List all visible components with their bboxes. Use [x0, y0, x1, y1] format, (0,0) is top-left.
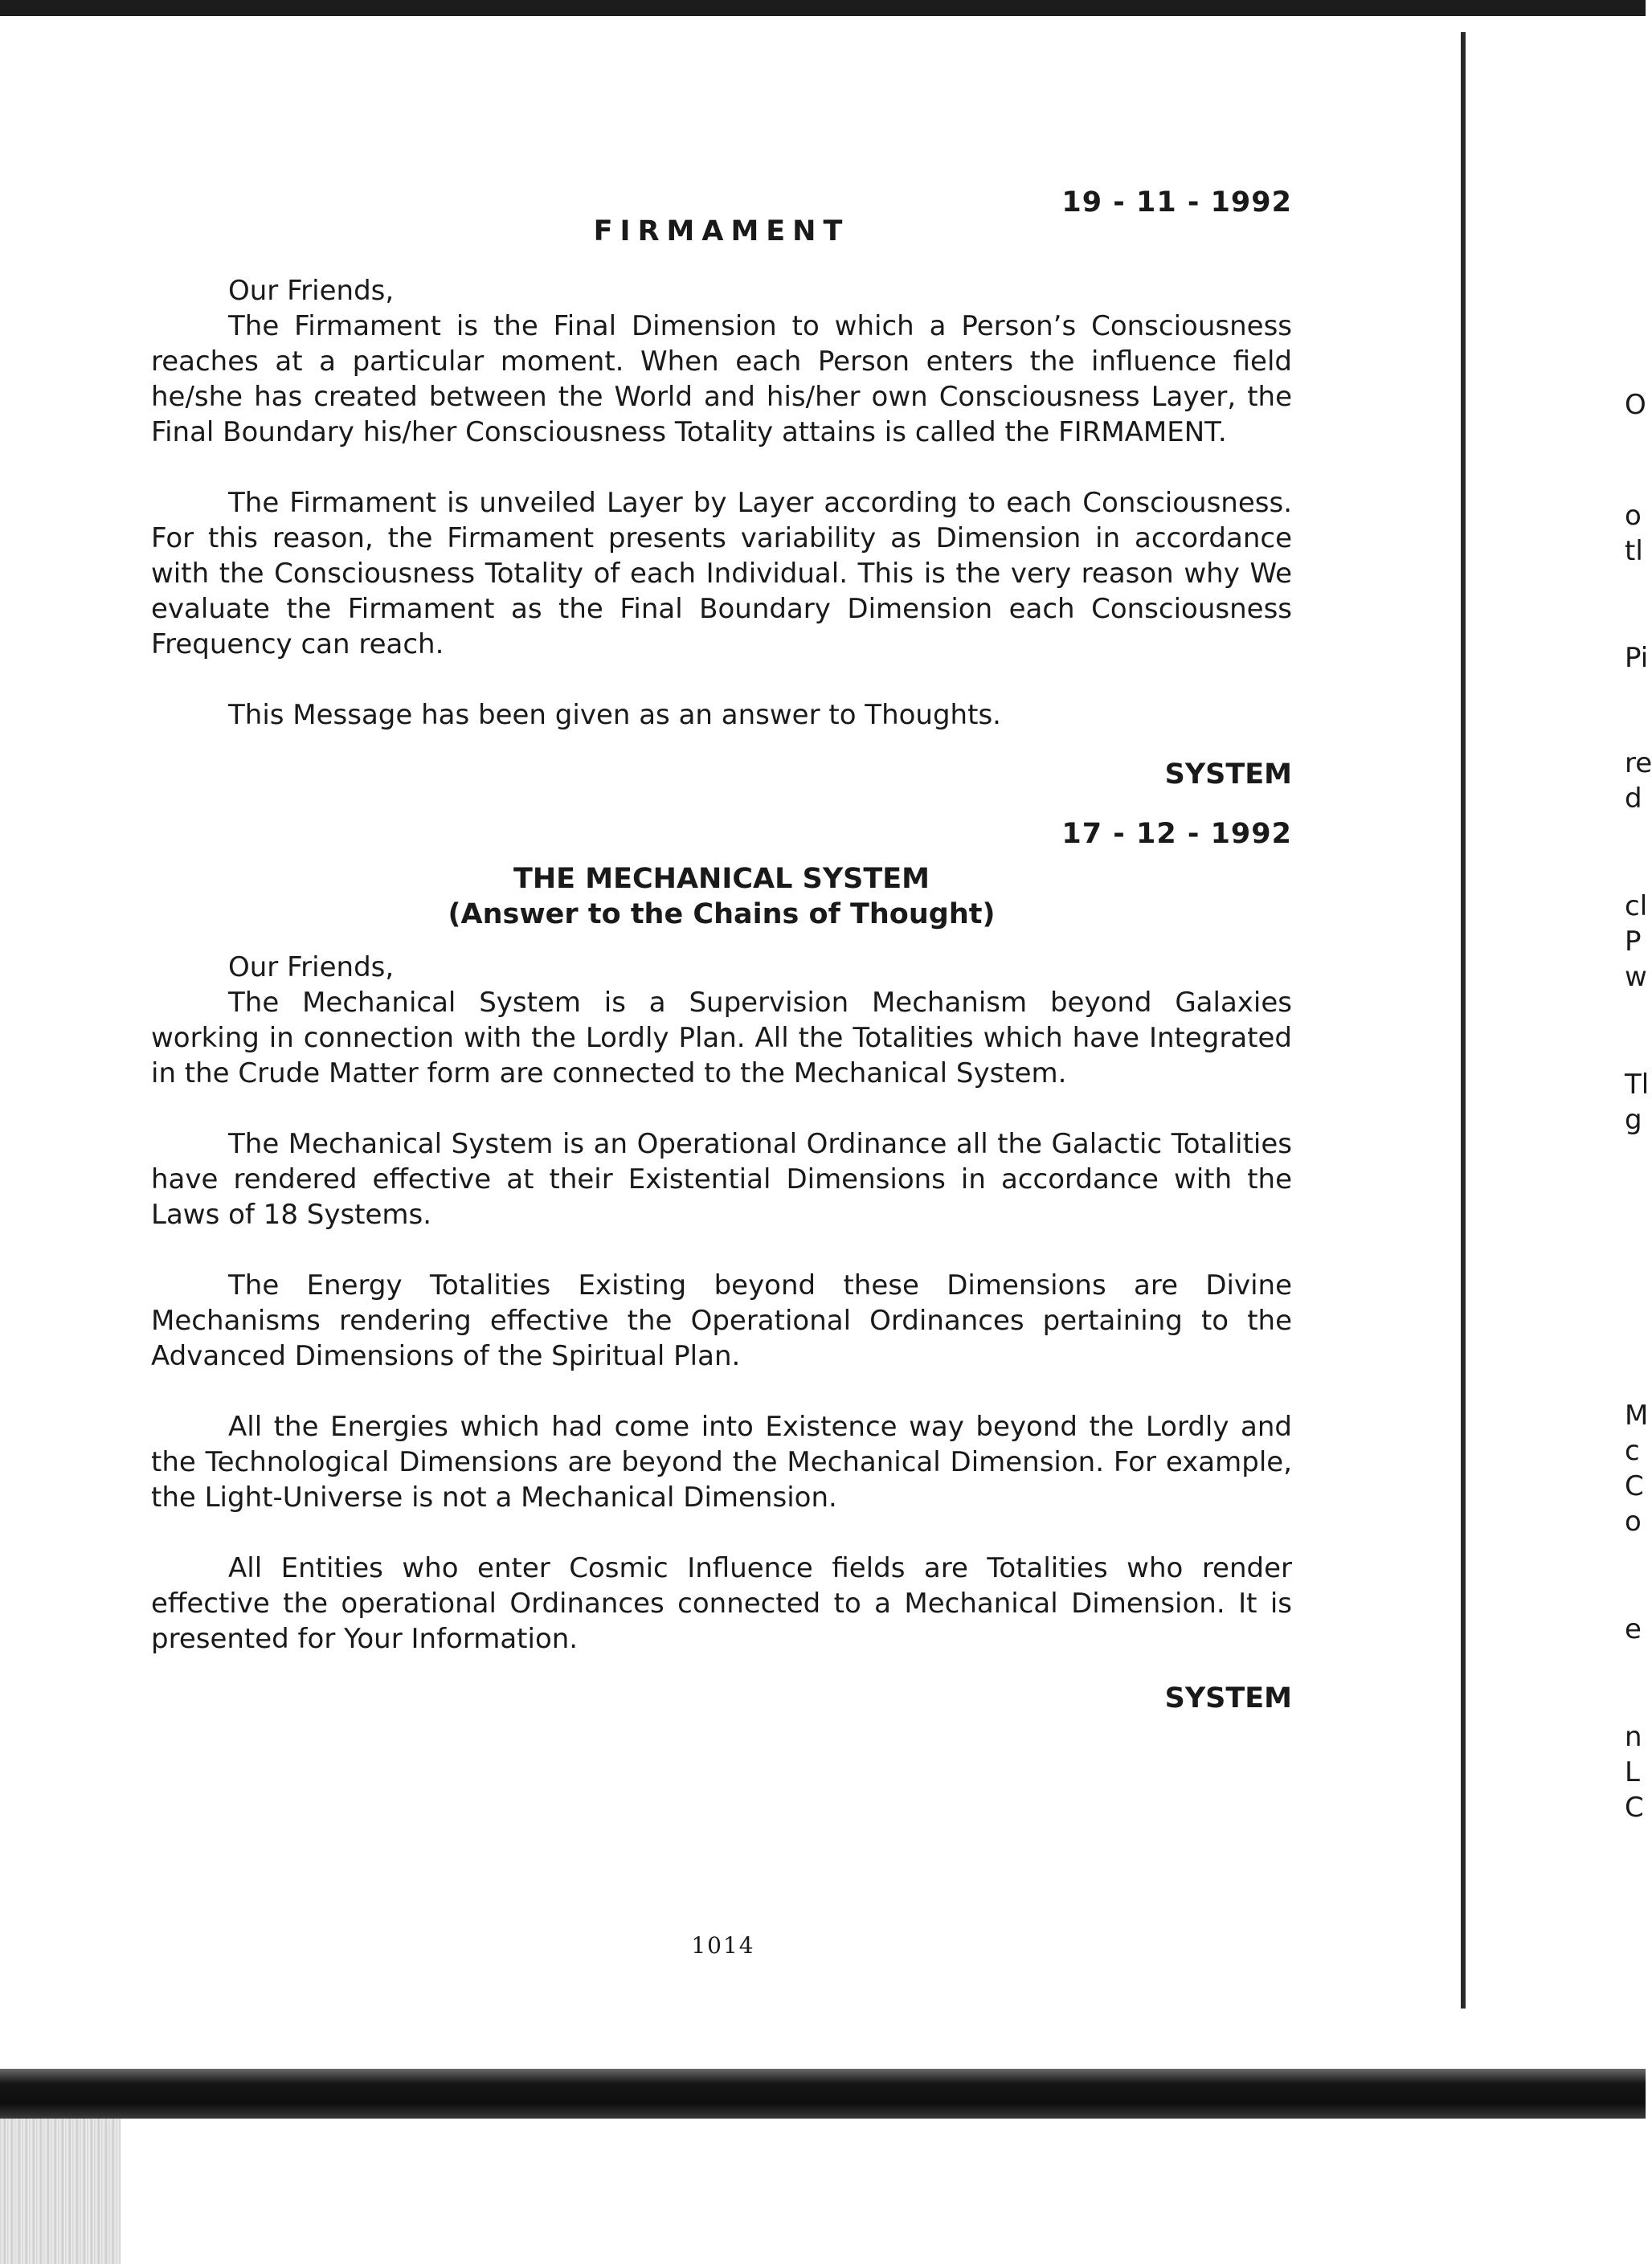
paragraph: The Mechanical System is an Operational Ordinance all the Galactic Totalities have rendered effective at their Existential Dimensions in accordance with the Laws of 18 Systems. [151, 1128, 1292, 1231]
paragraph: The Mechanical System is a Supervision Mechanism beyond Galaxies working in connection with the Lordly Plan. All the Totalities which have Integrated in the Crude Matter form are connected to the Mechanical System. [151, 987, 1292, 1089]
paragraph: All the Energies which had come into Existence way beyond the Lordly and the Technological Dimensions are beyond the Mechanical Dimension. For example, the Light-Universe is not a Mechanical Dimension. [151, 1411, 1292, 1514]
text-fragment: e [1625, 1613, 1642, 1645]
paragraph: All Entities who enter Cosmic Influence fields are Totalities who render effective the operational Ordinances connected to a Mechanical Dimension. It is presented for Your Information. [151, 1552, 1292, 1655]
page-content [151, 185, 1292, 1716]
page-number: 1014 [691, 1932, 755, 1959]
paragraph: The Energy Totalities Existing beyond these Dimensions are Divine Mechanisms rendering effective the Operational Ordinances pertaining to the Advanced Dimensions of the Spiritual Plan. [151, 1269, 1292, 1372]
section-title: FIRMAMENT [593, 215, 850, 247]
text-fragment: c [1625, 1435, 1640, 1467]
book-gutter [1461, 32, 1466, 2009]
text-fragment: L [1625, 1756, 1640, 1788]
text-fragment: O [1625, 389, 1646, 421]
text-fragment: Tl [1625, 1069, 1650, 1101]
text-fragment: g [1625, 1104, 1642, 1136]
text-fragment: Pi [1625, 642, 1649, 674]
paragraph: This Message has been given as an answer to Thoughts. [228, 699, 1001, 731]
text-fragment: tl [1625, 535, 1643, 567]
text-fragment: d [1625, 783, 1642, 815]
text-fragment: M [1625, 1400, 1649, 1432]
section-date: 17 - 12 - 1992 [1061, 818, 1292, 850]
paragraph: The Firmament is unveiled Layer by Layer according to each Consciousness. For this reason, the Firmament presents variability as Dimension in accordance with the Consciousness Totality of each Individual. This is the very reason why We evaluate the Firmament as the Final Boundary Dimension each Consciousness Frequency can reach. [151, 487, 1292, 660]
section-subtitle: (Answer to the Chains of Thought) [448, 898, 996, 930]
text-fragment: w [1625, 961, 1647, 993]
section-title: THE MECHANICAL SYSTEM [513, 863, 930, 895]
scan-top-edge [0, 0, 1646, 16]
scan-corner-artifact [0, 2119, 121, 2264]
paragraph: The Firmament is the Final Dimension to which a Person’s Consciousness reaches at a particular moment. When each Person enters the influence field he/she has created between the World and his/her own Consciousness Layer, the Final Boundary his/her Consciousness Totality attains is called the FIRMAMENT. [151, 310, 1292, 448]
salutation: Our Friends, [228, 275, 395, 307]
section-date: 19 - 11 - 1992 [1061, 186, 1292, 219]
section-firmament [151, 185, 1292, 792]
text-fragment: re [1625, 747, 1652, 779]
section-mechanical-system [151, 816, 1292, 1716]
scan-bottom-edge [0, 2069, 1646, 2119]
text-fragment: C [1625, 1470, 1644, 1502]
text-fragment: o [1625, 500, 1642, 532]
signature: SYSTEM [1164, 758, 1292, 791]
text-fragment: C [1625, 1792, 1644, 1824]
text-fragment: o [1625, 1506, 1642, 1538]
text-fragment: cl [1625, 890, 1648, 922]
adjacent-page-edge [1620, 0, 1652, 2264]
text-fragment: P [1625, 926, 1642, 958]
salutation: Our Friends, [228, 951, 395, 983]
section-heading [151, 861, 1292, 932]
signature: SYSTEM [1164, 1682, 1292, 1714]
text-fragment: n [1625, 1721, 1642, 1753]
